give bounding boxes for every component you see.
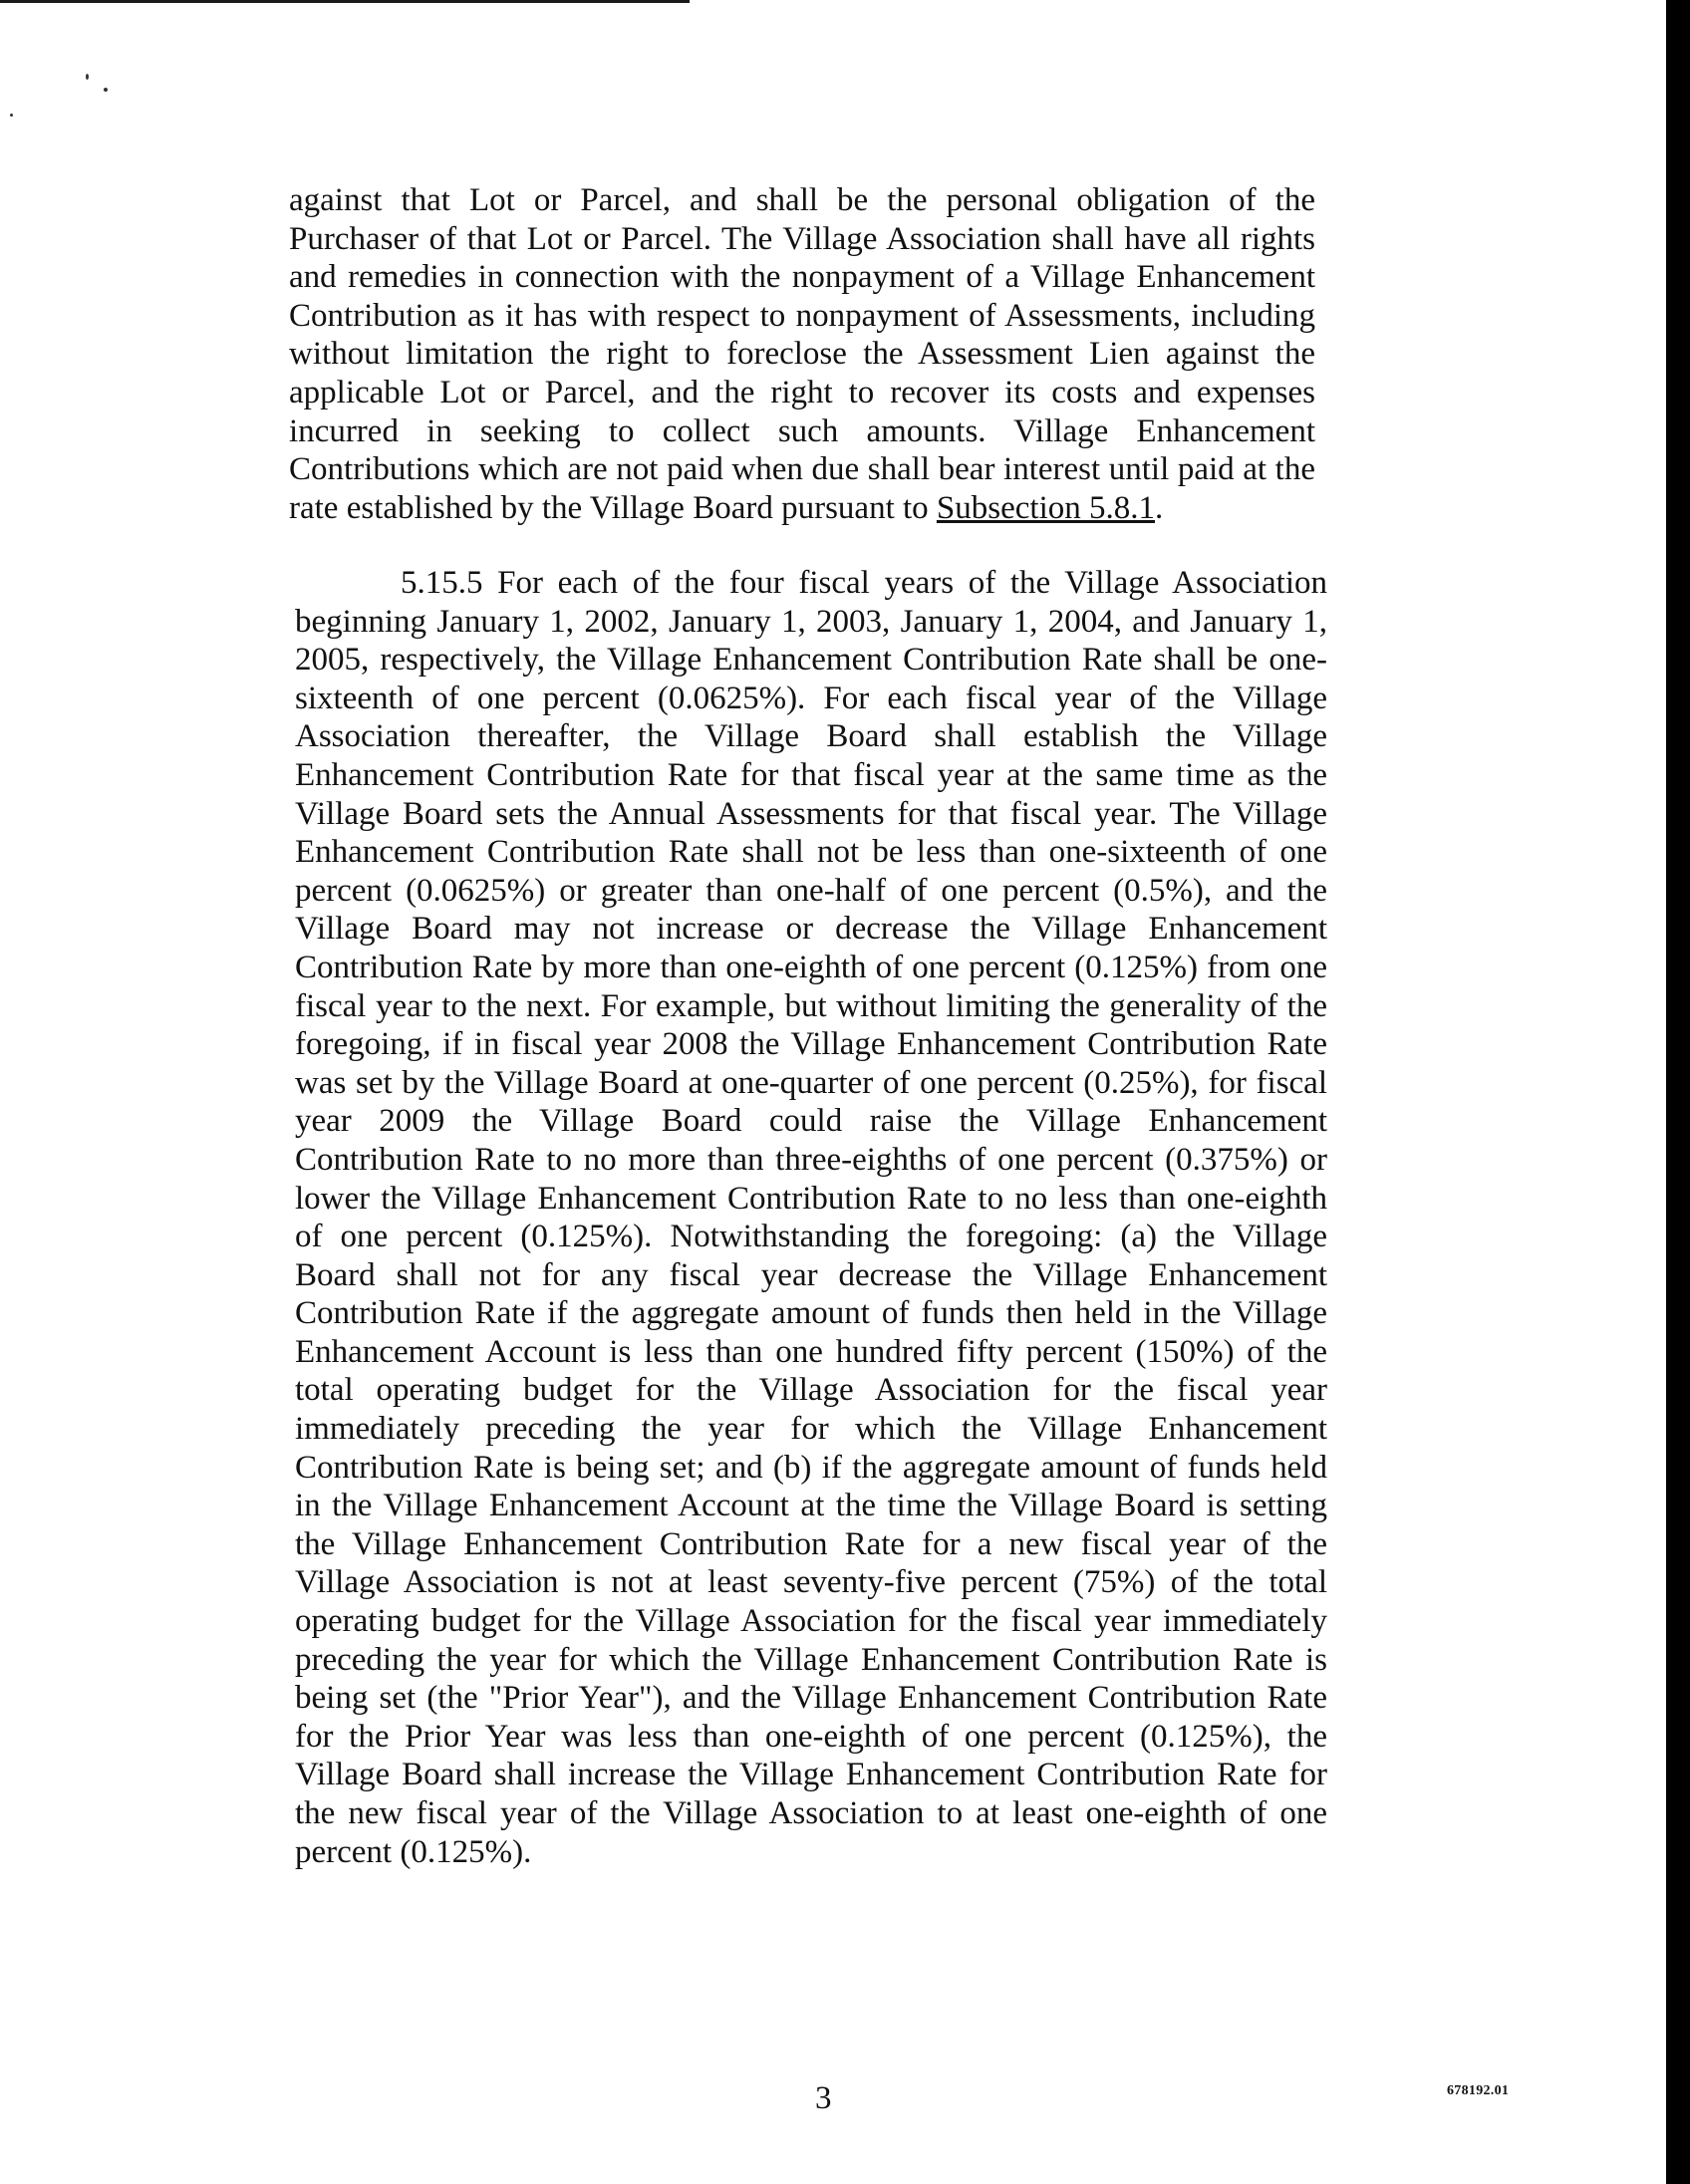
page-number: 3	[815, 2080, 832, 2116]
document-id: 678192.01	[1447, 2083, 1510, 2098]
paragraph-1-text: against that Lot or Parcel, and shall be the personal obligation of the Purchaser of that Lot or Parcel. The Village Association shall have all rights and remedies in connection with the nonpayment of a Village Enhancement Contribution as it has with respect to nonpayment of Assessments, including without limitation the right to foreclose the Assessment Lien against the applicable Lot or Parcel, and the right to recover its costs and expenses incurred in seeking to collect such amounts. Village Enhancement Contributions which are not paid when due shall bear interest until paid at the rate established by the Village Board pursuant to	[289, 182, 1315, 526]
scan-top-rule	[0, 0, 690, 3]
paragraph-1-end: .	[1155, 489, 1164, 526]
subsection-reference: Subsection 5.8.1	[936, 489, 1155, 526]
scan-speck	[104, 88, 108, 92]
paragraph-continuation	[289, 181, 1315, 527]
scan-speck	[10, 114, 13, 117]
section-5-15-5-paragraph	[295, 564, 1327, 1871]
scan-right-edge	[1666, 0, 1690, 2184]
scan-speck	[86, 74, 89, 80]
paragraph-2-text: 5.15.5 For each of the four fiscal years of the Village Association beginning January 1, 2002, January 1, 2003, January 1, 2004, and January 1, 2005, respectively, the Village Enhancement Contribution Rate shall be one-sixteenth of one percent (0.0625%). For each fiscal year of the Village Association thereafter, the Village Board shall establish the Village Enhancement Contribution Rate for that fiscal year at the same time as the Village Board sets the Annual Assessments for that fiscal year. The Village Enhancement Contribution Rate shall not be less than one-sixteenth of one percent (0.0625%) or greater than one-half of one percent (0.5%), and the Village Board may not increase or decrease the Village Enhancement Contribution Rate by more than one-eighth of one percent (0.125%) from one fiscal year to the next. For example, but without limiting the generality of the foregoing, if in fiscal year 2008 the Village Enhancement Contribution Rate was set by the Village Board at one-quarter of one percent (0.25%), for fiscal year 2009 the Village Board could raise the Village Enhancement Contribution Rate to no more than three-eighths of one percent (0.375%) or lower the Village Enhancement Contribution Rate to no less than one-eighth of one percent (0.125%). Notwithstanding the foregoing: (a) the Village Board shall not for any fiscal year decrease the Village Enhancement Contribution Rate if the aggregate amount of funds then held in the Village Enhancement Account is less than one hundred fifty percent (150%) of the total operating budget for the Village Association for the fiscal year immediately preceding the year for which the Village Enhancement Contribution Rate is being set; and (b) if the aggregate amount of funds held in the Village Enhancement Account at the time the Village Board is setting the Village Enhancement Contribution Rate for a new fiscal year of the Village Association is not at least seventy-five percent (75%) of the total operating budget for the Village Association for the fiscal year immediately preceding the year for which the Village Enhancement Contribution Rate is being set (the "Prior Year"), and the Village Enhancement Contribution Rate for the Prior Year was less than one-eighth of one percent (0.125%), the Village Board shall increase the Village Enhancement Contribution Rate for the new fiscal year of the Village Association to at least one-eighth of one percent (0.125%).	[295, 565, 1327, 1870]
